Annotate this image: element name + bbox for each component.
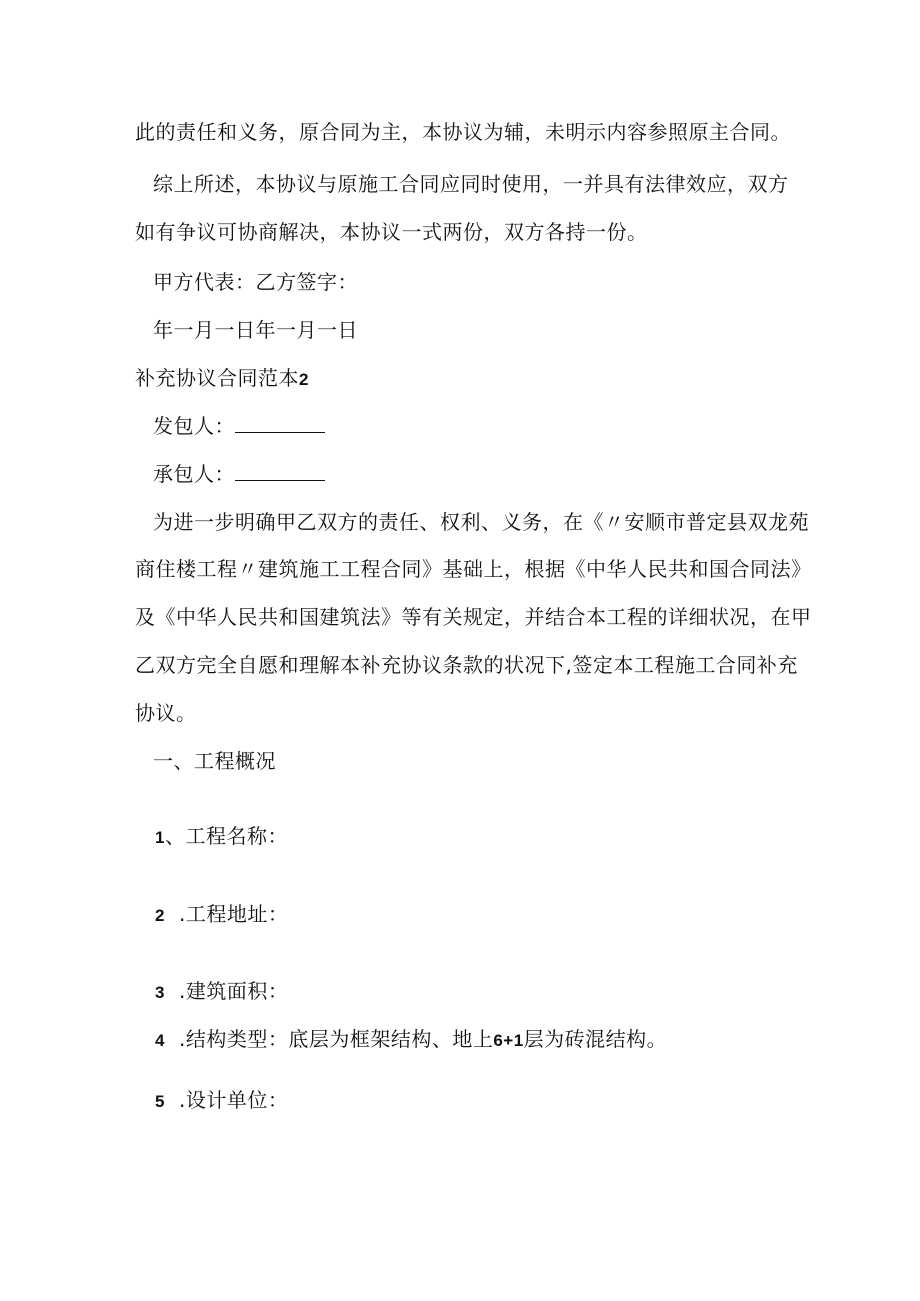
list-item <box>155 1025 667 1055</box>
employer-line <box>153 412 325 440</box>
item-number: 4 <box>155 1031 165 1050</box>
section-heading: 一、工程概况 <box>153 749 276 773</box>
paragraph-line: 为进一步明确甲乙双方的责任、权利、义务，在《〃安顺市普定县双龙苑 <box>153 510 809 534</box>
contractor-line <box>153 460 325 488</box>
paragraph-line: 如有争议可协商解决，本协议一式两份，双方各持一份。 <box>135 220 648 244</box>
floor-count: 6+1 <box>493 1031 524 1050</box>
paragraph-line: 综上所述，本协议与原施工合同应同时使用，一并具有法律效应，双方 <box>153 172 789 196</box>
signature-line: 甲方代表：乙方签字： <box>153 270 358 294</box>
contractor-blank <box>235 462 325 481</box>
employer-blank <box>235 414 325 433</box>
paragraph-line: 乙双方完全自愿和理解本补充协议条款的状况下,签定本工程施工合同补充 <box>135 653 798 677</box>
paragraph-line: 商住楼工程〃建筑施工工程合同》基础上，根据《中华人民共和国合同法》 <box>135 557 812 581</box>
paragraph-line: 此的责任和义务，原合同为主，本协议为辅，未明示内容参照原主合同。 <box>135 120 791 144</box>
item-text: .结构类型：底层为框架结构、地上 <box>178 1027 494 1051</box>
paragraph-line: 及《中华人民共和国建筑法》等有关规定，并结合本工程的详细状况，在甲 <box>135 605 812 629</box>
item-number: 5 <box>155 1092 165 1111</box>
item-text: 、工程名称： <box>164 824 288 848</box>
contractor-label: 承包人： <box>153 462 235 486</box>
employer-label: 发包人： <box>153 414 235 438</box>
item-number: 3 <box>155 983 165 1002</box>
date-line: 年一月一日年一月一日 <box>153 318 358 342</box>
item-number: 1 <box>155 828 165 847</box>
item-text: .工程地址： <box>178 902 289 926</box>
section-title <box>135 364 309 394</box>
item-text: .设计单位： <box>178 1088 289 1112</box>
list-item <box>155 977 288 1007</box>
title-number: 2 <box>299 370 309 389</box>
paragraph-line: 协议。 <box>135 701 197 725</box>
item-text: .建筑面积： <box>178 979 289 1003</box>
item-text-tail: 层为砖混结构。 <box>523 1027 668 1051</box>
list-item <box>155 1086 288 1116</box>
list-item <box>155 900 288 930</box>
title-text: 补充协议合同范本 <box>135 366 299 390</box>
item-number: 2 <box>155 906 165 925</box>
list-item <box>155 822 288 852</box>
